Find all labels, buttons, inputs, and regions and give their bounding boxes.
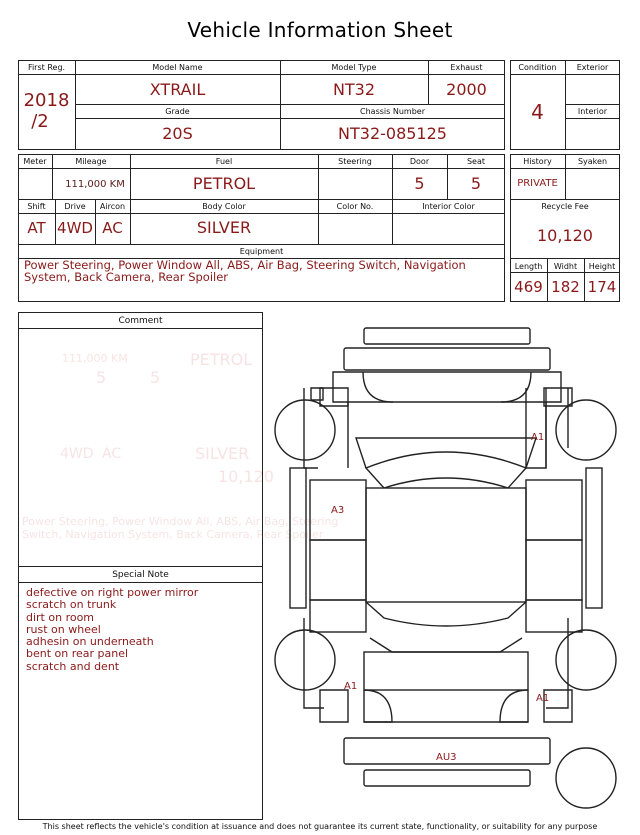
model-type-label: Model Type bbox=[331, 63, 377, 72]
ghost-recycle: 10,120 bbox=[218, 467, 274, 486]
damage-mark-left-side: A3 bbox=[331, 505, 345, 516]
chassis-number-value: NT32-085125 bbox=[338, 124, 447, 143]
height-value: 174 bbox=[587, 278, 617, 296]
mileage-value: 111,000 KM bbox=[65, 179, 125, 190]
history-value: PRIVATE bbox=[517, 178, 558, 189]
equipment-label: Equipment bbox=[239, 247, 284, 256]
color-no-label: Color No. bbox=[336, 202, 374, 211]
shift-value: AT bbox=[27, 219, 46, 237]
mileage-label: Mileage bbox=[75, 157, 107, 166]
comment-label: Comment bbox=[118, 316, 163, 326]
model-name-label: Model Name bbox=[152, 63, 203, 72]
page-title: Vehicle Information Sheet bbox=[187, 18, 453, 42]
recycle-fee-value: 10,120 bbox=[537, 226, 593, 245]
special-note-item: defective on right power mirror bbox=[26, 586, 199, 599]
fuel-label: Fuel bbox=[215, 157, 233, 166]
exterior-label: Exterior bbox=[576, 63, 609, 72]
chassis-number-label: Chassis Number bbox=[360, 107, 425, 116]
steering-label: Steering bbox=[338, 157, 372, 166]
length-label: Length bbox=[514, 262, 543, 271]
body-color-value: SILVER bbox=[196, 218, 252, 237]
grade-label: Grade bbox=[165, 107, 190, 116]
special-note-item: scratch and dent bbox=[26, 659, 120, 673]
special-note-item: scratch on trunk bbox=[26, 598, 117, 612]
equipment-value: Power Steering, Power Window All, ABS, Air Bag, Steering Switch, Navigation System, Back Camera, Rear Spoiler bbox=[24, 258, 466, 284]
model-name-value: XTRAIL bbox=[149, 80, 206, 99]
special-note-item: dirt on room bbox=[26, 610, 95, 624]
syaken-label: Syaken bbox=[577, 157, 608, 166]
meter-label: Meter bbox=[23, 157, 47, 166]
fuel-value: PETROL bbox=[192, 174, 256, 193]
disclaimer-footer: This sheet reflects the vehicle's condition at issuance and does not guarantee its current state, functionality, or suitability for any purpose bbox=[42, 822, 598, 831]
ghost-fuel: PETROL bbox=[190, 350, 253, 369]
width-label: Widht bbox=[553, 262, 578, 271]
ghost-seat: 5 bbox=[150, 368, 161, 387]
door-value: 5 bbox=[414, 174, 425, 193]
seat-value: 5 bbox=[470, 174, 482, 193]
width-value: 182 bbox=[551, 278, 580, 296]
special-note-item: rust on wheel bbox=[26, 622, 101, 636]
drive-label: Drive bbox=[64, 202, 86, 211]
exhaust-label: Exhaust bbox=[450, 63, 483, 72]
shift-label: Shift bbox=[27, 202, 46, 211]
aircon-value: AC bbox=[102, 219, 123, 237]
ghost-aircon: AC bbox=[102, 446, 122, 462]
damage-mark-front-right: A1 bbox=[531, 432, 545, 443]
interior-color-label: Interior Color bbox=[422, 202, 475, 211]
interior-label: Interior bbox=[577, 107, 608, 116]
ghost-equipment: Power Steering, Power Window All, ABS, Air Bag, Steering Switch, Navigation System, Back Camera, Rear Spoiler bbox=[22, 515, 339, 541]
first-reg-year: 2018 bbox=[23, 90, 70, 111]
grade-value: 20S bbox=[162, 124, 193, 143]
body-color-label: Body Color bbox=[202, 202, 246, 211]
special-note-list bbox=[26, 587, 198, 673]
aircon-label: Aircon bbox=[99, 202, 126, 211]
model-type-value: NT32 bbox=[332, 80, 376, 99]
damage-mark-rear-bumper: AU3 bbox=[436, 752, 457, 763]
ghost-door: 5 bbox=[96, 368, 107, 387]
condition-label: Condition bbox=[518, 63, 557, 72]
recycle-fee-label: Recycle Fee bbox=[541, 202, 589, 211]
door-label: Door bbox=[409, 157, 430, 166]
ghost-drive: 4WD bbox=[60, 446, 94, 462]
first-reg-label: First Reg. bbox=[27, 63, 66, 72]
history-label: History bbox=[523, 157, 552, 166]
special-note-item: adhesin on underneath bbox=[26, 635, 154, 649]
drive-value: 4WD bbox=[57, 219, 93, 237]
special-note-item: bent on rear panel bbox=[26, 647, 129, 661]
condition-value: 4 bbox=[531, 100, 544, 124]
height-label: Height bbox=[588, 262, 616, 271]
exhaust-value: 2000 bbox=[446, 80, 487, 99]
length-value: 469 bbox=[514, 278, 543, 296]
first-reg-month: /2 bbox=[31, 111, 49, 132]
seat-label: Seat bbox=[466, 157, 486, 166]
damage-mark-rear-left: A1 bbox=[344, 681, 358, 692]
vehicle-damage-diagram bbox=[268, 318, 628, 818]
ghost-mileage: 111,000 KM bbox=[62, 352, 128, 365]
ghost-color: SILVER bbox=[195, 444, 250, 463]
special-note-label: Special Note bbox=[112, 570, 169, 580]
damage-mark-rear-right: A1 bbox=[536, 693, 550, 704]
